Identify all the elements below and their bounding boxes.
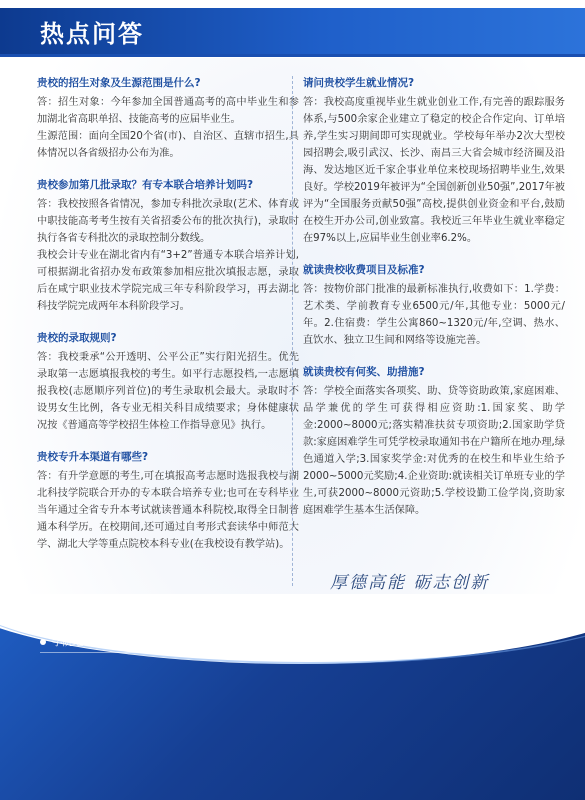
answer-paragraph: 答：学校全面落实各项奖、助、贷等资助政策,家庭困难、品学兼优的学生可获得相应资助:1.国家奖、助学金:2000~8000元;落实精准扶贫专项资助;2.国家助学贷款:家庭困难学生可凭学校录取通知书在户籍所在地办理,绿色通道入学;3.国家奖学金:对优秀的在校生和毕业生给予2000~5000元奖励;4.企业资助:就读相关订单班专业的学生,可获2000~8000元资助;5.学校设勤工俭学岗,资助家庭困难学生基本生活保障。	[303, 386, 565, 516]
left-column	[37, 76, 299, 569]
answer-paragraph: 答：我校秉承“公开透明、公平公正”实行阳光招生。优先录取第一志愿填报我校的考生。如平行志愿投档,一志愿填报我校(志愿顺序列首位)的考生录取机会最大。录取时不设男女生比例，各专业无相关科目成绩要求；身体健康状况按《普通高等学校招生体检工作指导意见》执行。	[37, 352, 299, 431]
qa-item	[303, 263, 565, 349]
answer	[303, 281, 565, 349]
answer-paragraph: 答：按物价部门批准的最新标准执行,收费如下：1.学费：艺术类、学前教育专业6500元/年,其他专业：5000元/年。2.住宿费：学生公寓860~1320元/年,空调、热水、直饮水、独立卫生间和网络等设施完善。	[303, 284, 565, 346]
question: 贵校参加第几批录取？有专本联合培养计划吗?	[37, 179, 254, 191]
question: 贵校的录取规则?	[37, 332, 117, 344]
answer	[37, 468, 299, 553]
page-title: 热点问答	[40, 20, 144, 48]
contact-address	[40, 634, 325, 649]
footer	[0, 594, 585, 800]
question: 贵校的招生对象及生源范围是什么?	[37, 77, 201, 89]
qa-item	[37, 331, 299, 434]
qa-item	[37, 76, 299, 162]
qa-item	[303, 365, 565, 519]
column-divider	[292, 76, 293, 586]
right-column	[303, 76, 565, 535]
answer-paragraph: 我校会计专业在湖北省内有“3+2”普通专本联合培养计划,可根据湖北省招办发布政策参加相应批次填报志愿，录取后在咸宁职业技术学院完成三年专科阶段学习，再去湖北科技学院完成两年本科阶段学习。	[37, 250, 299, 312]
double-chevron-icon: »	[40, 612, 50, 627]
footer-wave-line	[0, 594, 585, 664]
answer-paragraph: 答：我校按照各省情况，参加专科批次录取(艺术、体育或中职技能高考考生按有关省招委公布的批次执行)，录取时执行各省专科批次的录取控制分数线。	[37, 199, 299, 244]
answer	[37, 349, 299, 434]
qa-item	[303, 76, 565, 247]
answer-paragraph: 生源范围：面向全国20个省(市)、自治区、直辖市招生,具体情况以各省级招办公布为准。	[37, 131, 299, 159]
qa-item	[37, 178, 299, 315]
question: 请问贵校学生就业情况?	[303, 77, 415, 89]
answer	[37, 94, 299, 162]
school-motto: 厚德高能 砺志创新	[330, 573, 490, 593]
answer	[37, 196, 299, 315]
header-bar	[0, 8, 585, 54]
bullet-icon	[40, 639, 46, 645]
contact-underline	[40, 652, 400, 653]
answer	[303, 94, 565, 247]
answer-paragraph: 答：我校高度重视毕业生就业创业工作,有完善的跟踪服务体系,与500余家企业建立了稳定的校企合作定向、订单培养,学生实习期间即可实现就业。学校每年举办2次大型校园招聘会,吸引武汉、长沙、南昌三大省会城市经济圈及沿海、发达地区近千家企事业单位来校现场招聘毕业生,效果良好。学校2019年被评为“全国创新创业50强”,2017年被评为“全国服务贡献50强”高校,提供创业资金和平台,鼓励在校生开办公司,创业致富。我校近三年毕业生就业率稳定在97%以上,应届毕业生创业率6.2%。	[303, 97, 565, 244]
address-text: 学院地址：湖北省咸宁市咸宁大道118号， 邮编：437100	[52, 636, 326, 648]
question: 就读贵校有何奖、助措施?	[303, 366, 425, 378]
header	[0, 0, 585, 58]
answer	[303, 383, 565, 519]
answer-paragraph: 答：招生对象：今年参加全国普通高考的高中毕业生和参加湖北省高职单招、技能高考的应届毕业生。	[37, 97, 299, 125]
question: 贵校专升本渠道有哪些?	[37, 451, 149, 463]
question: 就读贵校收费项目及标准?	[303, 264, 425, 276]
qa-item	[37, 450, 299, 553]
contact-title	[40, 608, 127, 627]
contact-title-text: 联系方式：	[57, 612, 128, 627]
answer-paragraph: 答：有升学意愿的考生,可在填报高考志愿时选报我校与湖北科技学院联合开办的专本联合培养专业;也可在专科毕业当年通过全省专升本考试就读普通本科院校,取得全日制普通本科学历。在校期间,还可通过自考形式套读华中师范大学、湖北大学等重点院校本科专业(在我校设有教学站)。	[37, 471, 299, 550]
